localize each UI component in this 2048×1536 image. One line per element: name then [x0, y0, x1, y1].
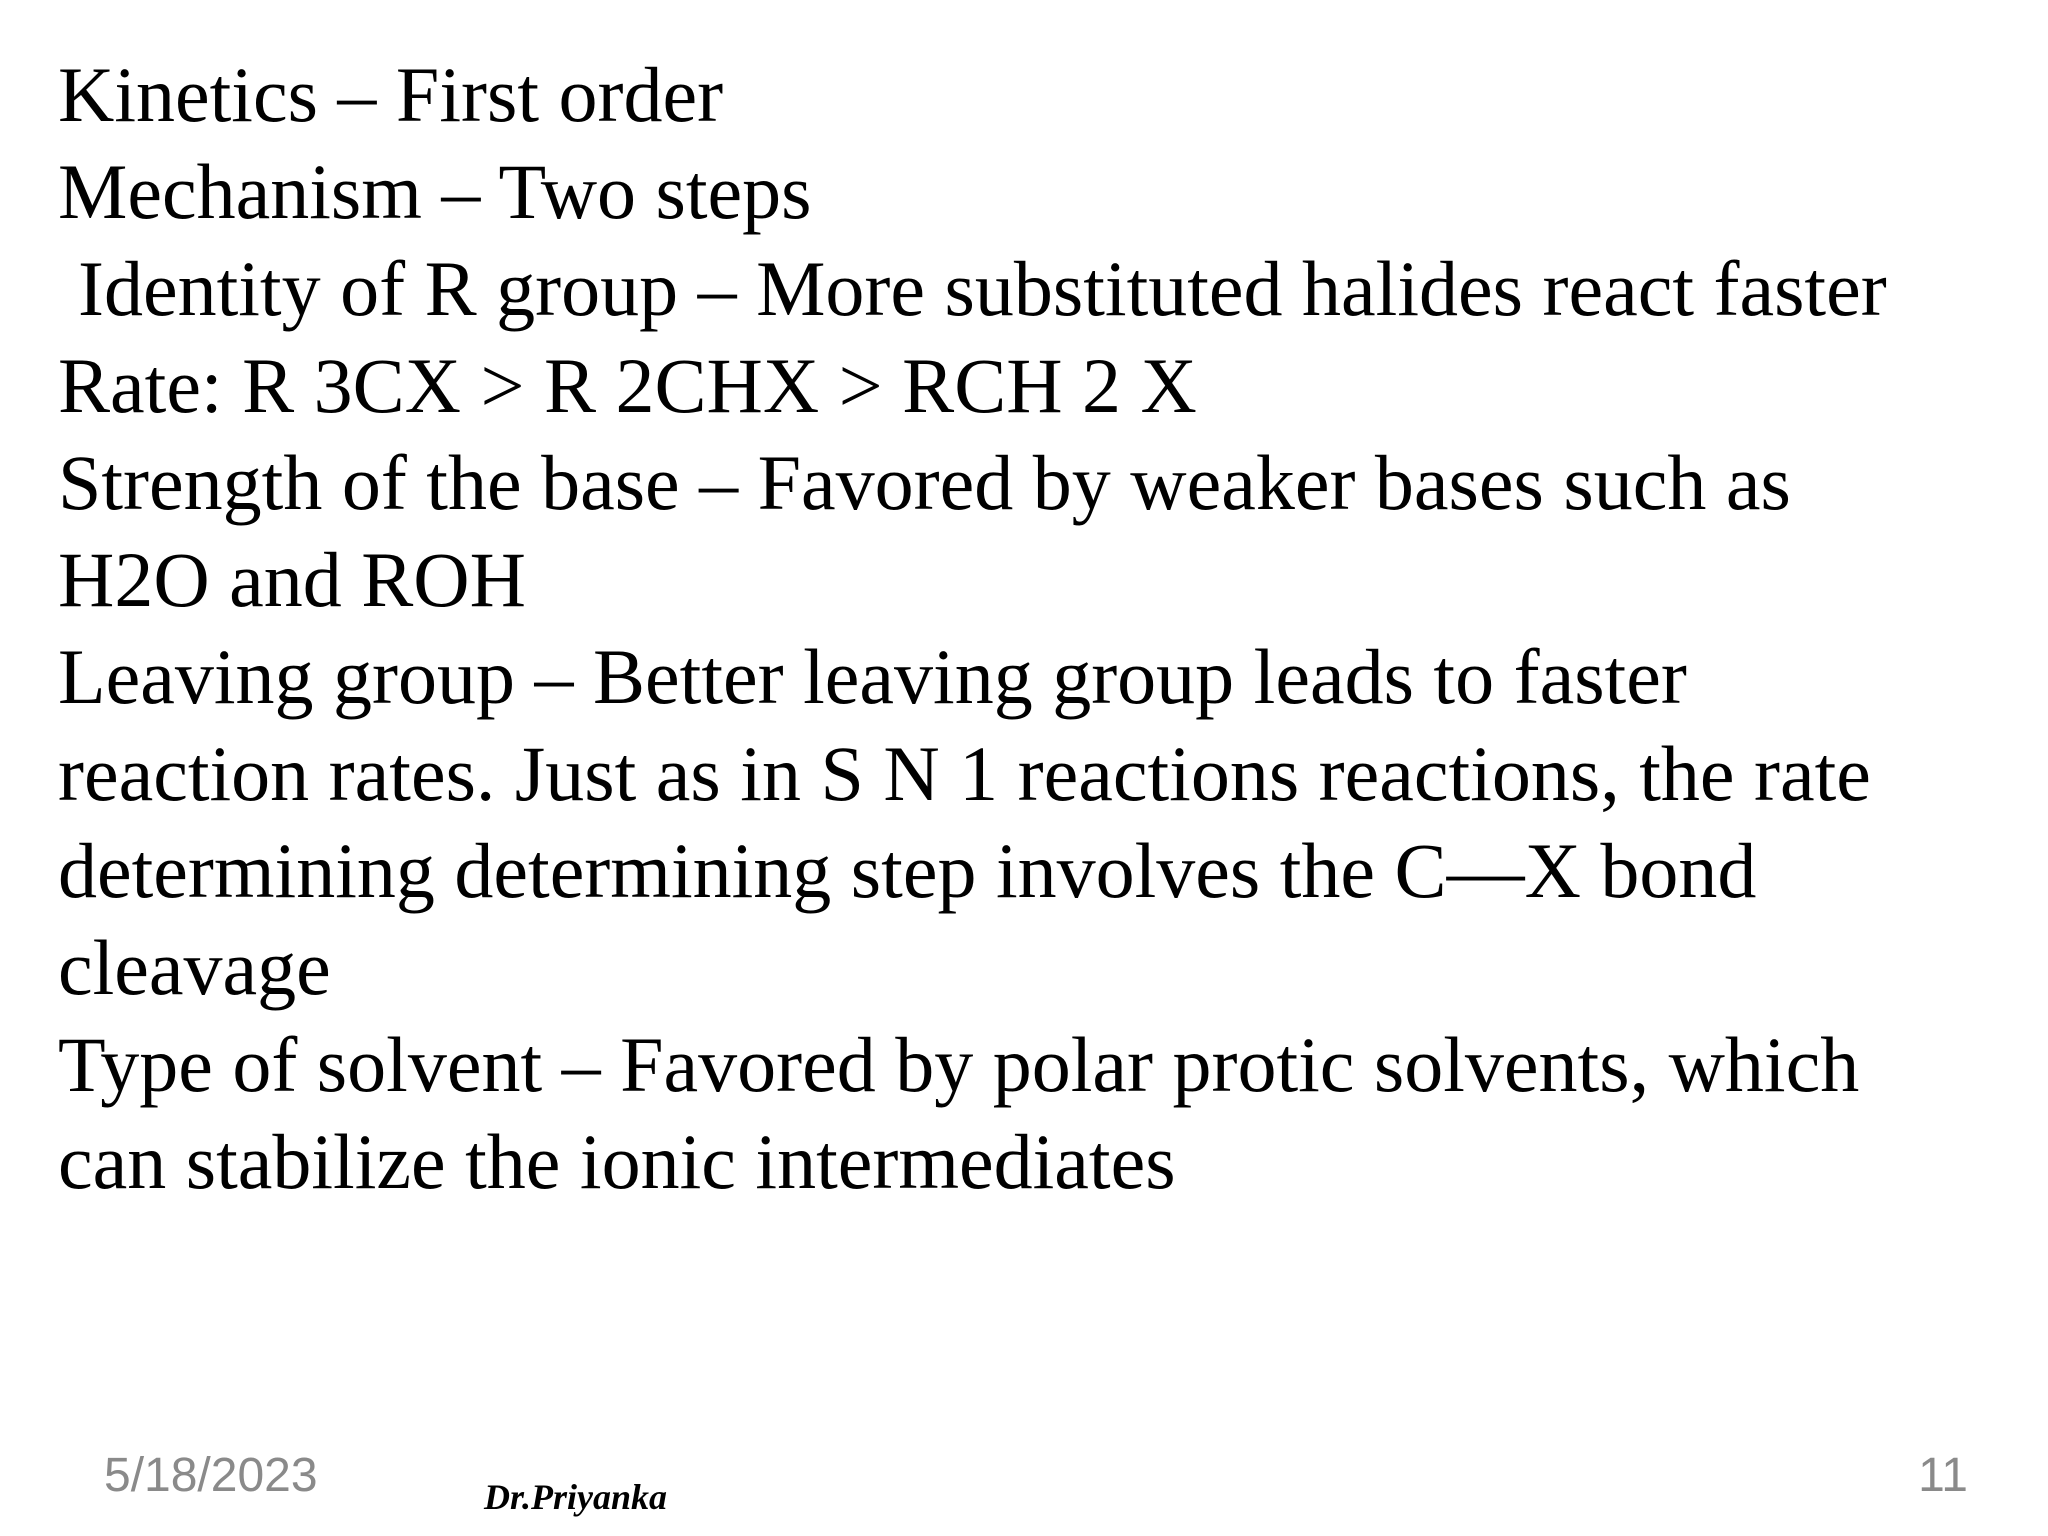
text-line-determining-step: determining determining step involves the C—X bond: [58, 827, 1757, 914]
footer-author: Dr.Priyanka: [484, 1477, 668, 1517]
footer-date: 5/18/2023: [104, 1449, 318, 1502]
slide-page-number: 11: [1918, 1449, 1968, 1502]
text-line-leaving-group: Leaving group – Better leaving group leads to faster: [58, 633, 1687, 720]
text-line-mechanism: Mechanism – Two steps: [58, 148, 812, 235]
text-line-cleavage: cleavage: [58, 924, 331, 1011]
text-line-type-of-solvent: Type of solvent – Favored by polar protic solvents, which: [58, 1021, 1860, 1108]
text-line-strength-of-base: Strength of the base – Favored by weaker bases such as: [58, 439, 1791, 526]
text-line-ionic-intermediates: can stabilize the ionic intermediates: [58, 1118, 1176, 1205]
slide-body-text: [58, 46, 2018, 1210]
text-line-reaction-rates: reaction rates. Just as in S N 1 reactions reactions, the rate: [58, 730, 1871, 817]
text-line-identity-of-r-group: Identity of R group – More substituted halides react faster: [78, 245, 1887, 332]
text-line-kinetics: Kinetics – First order: [58, 51, 724, 138]
text-line-bases-examples: H2O and ROH: [58, 536, 526, 623]
text-line-rate: Rate: R 3CX > R 2CHX > RCH 2 X: [58, 342, 1197, 429]
